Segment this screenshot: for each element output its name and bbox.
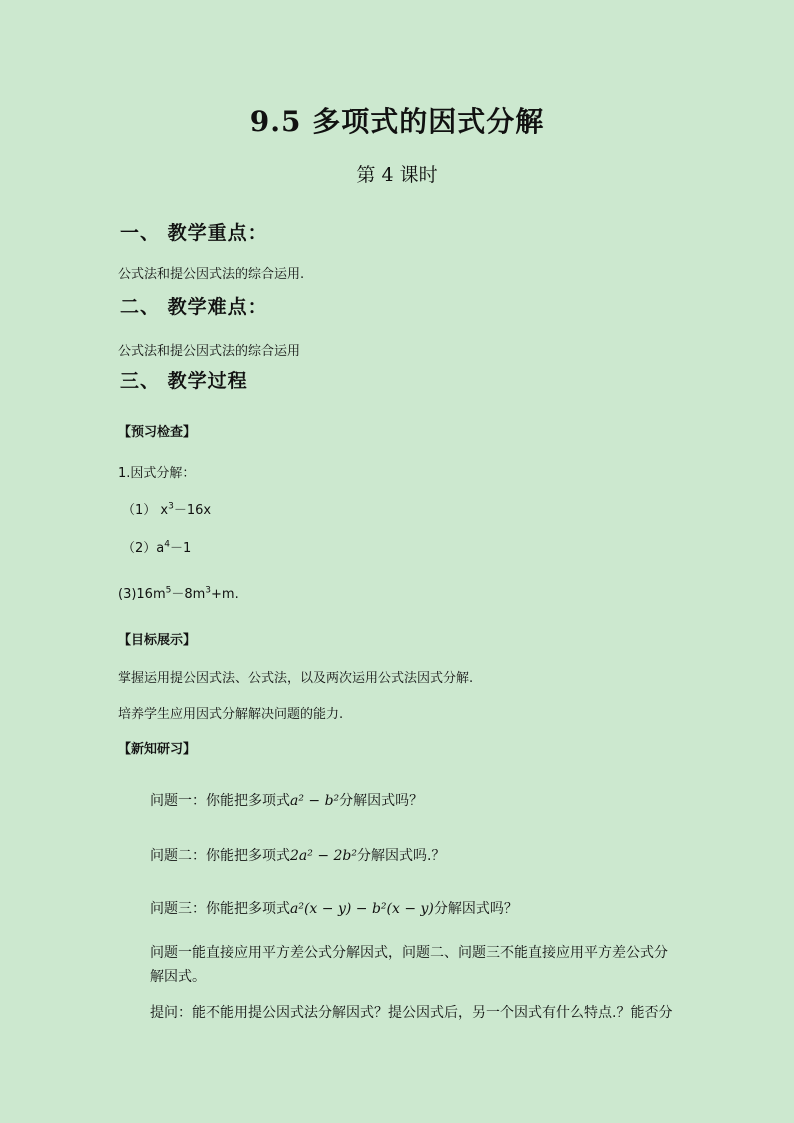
sub3-b: －8m: [171, 587, 206, 602]
preview-item-1: 1.因式分解：: [118, 466, 196, 481]
section-heading-process: 三、 教学过程: [120, 370, 248, 392]
sub1-suffix: －16x: [173, 503, 212, 518]
q2-prefix: 问题二：你能把多项式: [150, 848, 290, 864]
sub2-prefix: （2）a: [122, 541, 165, 556]
new-heading: 【新知研习】: [118, 742, 197, 757]
sub3-exp1: 5: [165, 585, 172, 596]
goals-line-2: 培养学生应用因式分解解决问题的能力.: [118, 707, 344, 722]
q1-prefix: 问题一：你能把多项式: [150, 793, 290, 809]
sub3-a: (3)16m: [118, 587, 166, 602]
focus-body: 公式法和提公因式法的综合运用.: [118, 267, 305, 282]
sub3-c: +m.: [211, 587, 239, 602]
paragraph-1: 问题一能直接应用平方差公式分解因式，问题二、问题三不能直接应用平方差公式分解因式。: [150, 945, 668, 985]
paragraph-2: 提问：能不能用提公因式法分解因式？提公因式后，另一个因式有什么特点.？能否分: [150, 1005, 673, 1021]
q1-math: a² − b²: [290, 793, 340, 809]
q3-prefix: 问题三：你能把多项式: [150, 901, 290, 917]
sub2-exp: 4: [164, 539, 170, 550]
section-heading-focus: 一、 教学重点：: [120, 222, 268, 244]
question-3: [150, 898, 518, 918]
sub2-suffix: －1: [169, 541, 192, 556]
preview-sub-3: [118, 583, 239, 602]
q3-suffix: 分解因式吗？: [433, 901, 518, 917]
question-2: [150, 845, 445, 865]
difficulty-body: 公式法和提公因式法的综合运用: [118, 344, 301, 359]
q1-suffix: 分解因式吗？: [339, 793, 424, 809]
goals-heading: 【目标展示】: [118, 633, 197, 648]
question-1: [150, 790, 423, 810]
sub1-prefix: （1） x: [122, 503, 169, 518]
preview-sub-1: [122, 499, 211, 518]
q3-math: a²(x − y) − b²(x − y): [290, 901, 434, 917]
sub3-exp2: 3: [205, 585, 212, 596]
q2-math: 2a² − 2b²: [290, 848, 357, 864]
document-subtitle: 第 4 课时: [356, 164, 438, 186]
preview-heading: 【预习检查】: [118, 425, 197, 440]
document-title: 9.5 多项式的因式分解: [249, 105, 545, 138]
section-heading-difficulty: 二、 教学难点：: [120, 296, 268, 318]
q2-suffix: 分解因式吗.？: [356, 848, 446, 864]
preview-sub-2: [122, 537, 191, 556]
goals-line-1: 掌握运用提公因式法、公式法，以及两次运用公式法因式分解.: [118, 671, 474, 686]
sub1-exp: 3: [168, 501, 174, 512]
